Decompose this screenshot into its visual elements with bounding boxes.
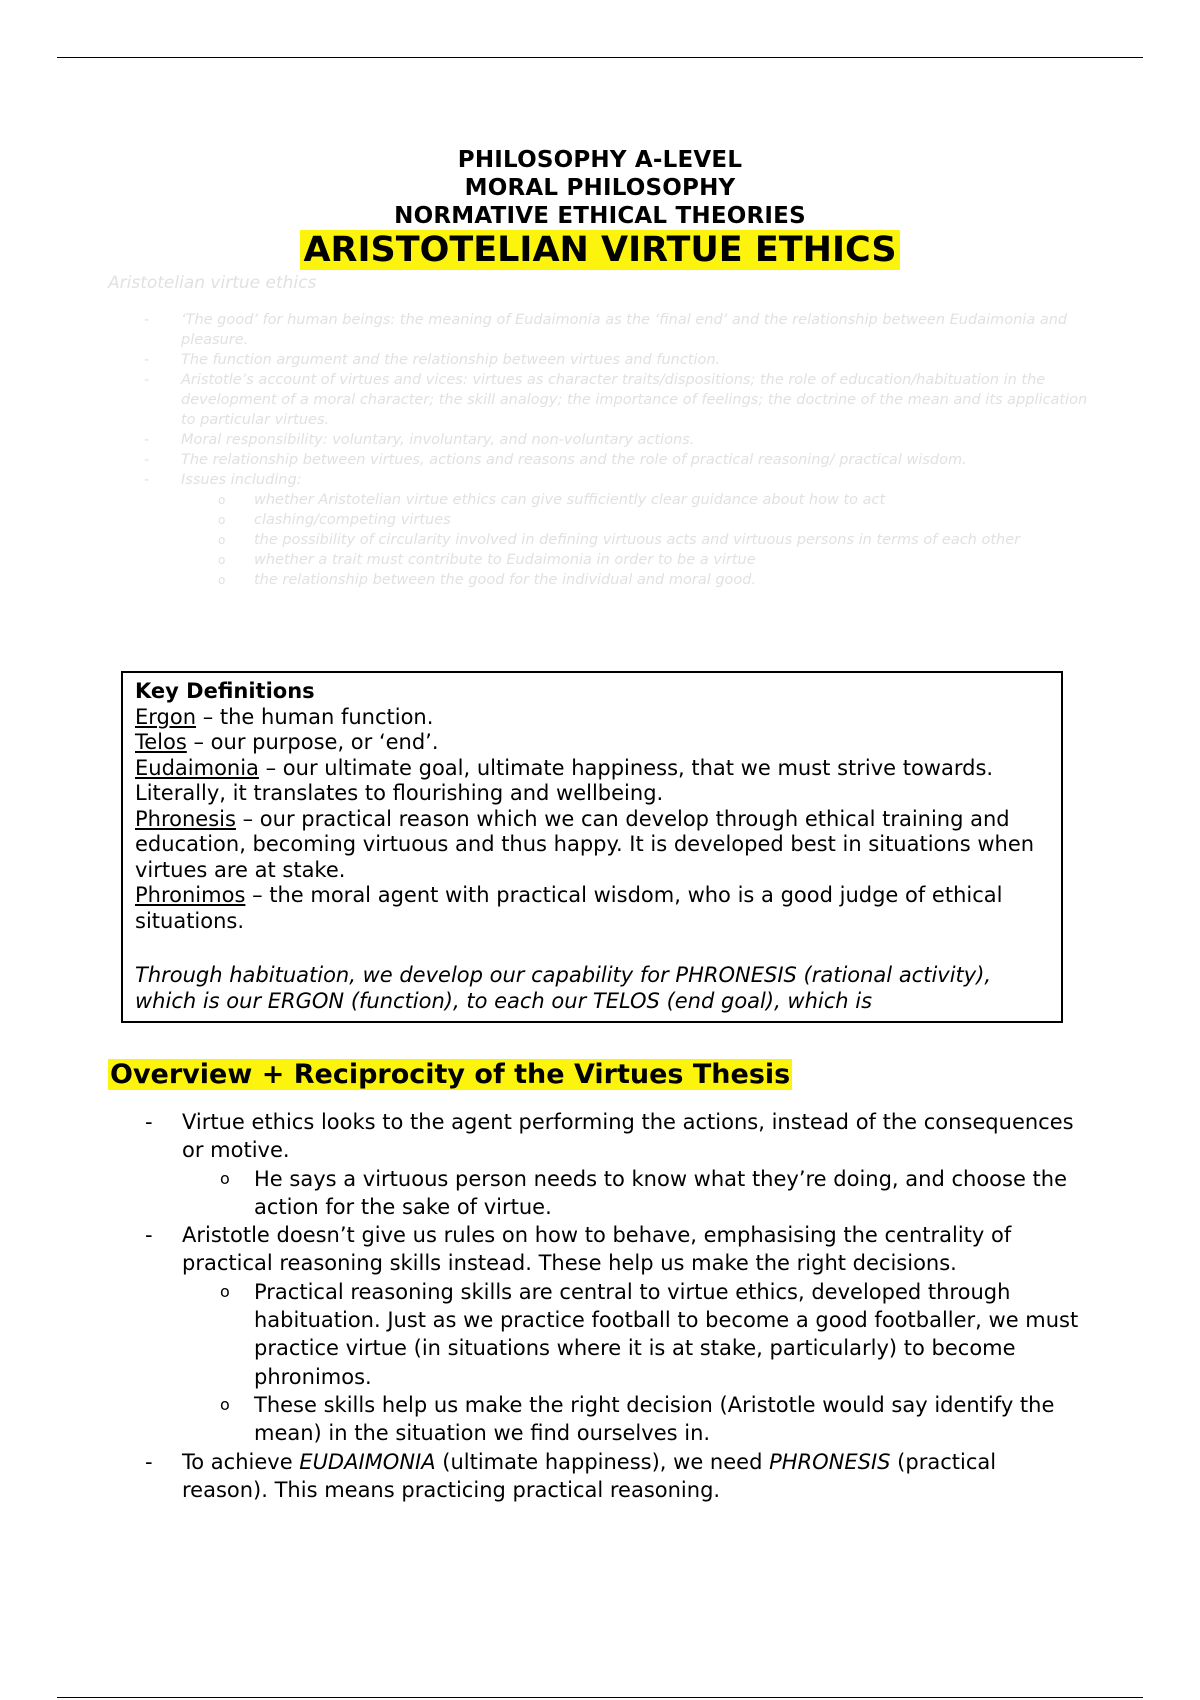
overview-subpoint: o Practical reasoning skills are central to virtue ethics, developed through habituation. Just as we practice football to become a good footballer, we must practice virtue (in situations where it is at stake, particularly) to become phronimos. [220, 1279, 1079, 1389]
spec-item: - Moral responsibility: voluntary, involuntary, and non-voluntary actions. [144, 432, 695, 448]
spec-item: - Issues including: [144, 472, 302, 488]
spec-subitem: o clashing/competing virtues [218, 512, 451, 528]
section-heading: Overview + Reciprocity of the Virtues Thesis [110, 1059, 791, 1090]
definition-phronimos: Phronimos – the moral agent with practical wisdom, who is a good judge of ethical situations. [135, 883, 1003, 933]
overview-list [108, 1108, 1088, 1504]
key-definitions-box [121, 671, 1063, 1023]
definition-ergon: Ergon – the human function. [135, 704, 434, 729]
subtopic-line: NORMATIVE ETHICAL THEORIES [394, 203, 806, 229]
overview-point: - Aristotle doesn’t give us rules on how to behave, emphasising the centrality of practical reasoning skills instead. These help us make the right decisions. [145, 1223, 1012, 1276]
spec-item: - Aristotle’s account of virtues and vices: virtues as character traits/dispositions; the role of education/habituation in the development of a moral character; the skill analogy; the importance of feelings; the doctrine of the mean and its application to particular virtues. [144, 372, 1088, 428]
spec-item: - The relationship between virtues, actions and reasons and the role of practical reasoning/ practical wisdom. [144, 452, 967, 468]
definitions-heading: Key Definitions [135, 679, 315, 703]
topic-line: MORAL PHILOSOPHY [464, 175, 736, 201]
spec-subitem: o the relationship between the good for the individual and moral good. [218, 572, 757, 588]
definition-telos: Telos – our purpose, or ‘end’. [135, 730, 439, 754]
spec-subitem: o whether a trait must contribute to Eudaimonia in order to be a virtue [218, 552, 756, 568]
document-header [0, 146, 1200, 270]
top-rule [57, 57, 1143, 58]
overview-subpoint: o He says a virtuous person needs to know what they’re doing, and choose the action for the sake of virtue. [220, 1166, 1068, 1219]
spec-item: - The function argument and the relationship between virtues and function. [144, 352, 721, 368]
page-title: ARISTOTELIAN VIRTUE ETHICS [300, 230, 899, 270]
definition-eudaimonia: Eudaimonia – our ultimate goal, ultimate happiness, that we must strive towards. Literally, it translates to flourishing and wellbeing. [135, 755, 994, 805]
overview-subpoint: o These skills help us make the right decision (Aristotle would say identify the mean) in the situation we find ourselves in. [220, 1392, 1055, 1446]
subject-line: PHILOSOPHY A-LEVEL [457, 147, 743, 173]
overview-point: - Virtue ethics looks to the agent performing the actions, instead of the consequences or motive. [145, 1110, 1074, 1163]
definition-phronesis: Phronesis – our practical reason which we can develop through ethical training and education, becoming virtuous and thus happy. It is developed best in situations when virtues are at stake. [135, 806, 1035, 882]
spec-title: Aristotelian virtue ethics [108, 273, 317, 293]
spec-subitem: o the possibility of circularity involved in defining virtuous acts and virtuous persons in terms of each other [218, 532, 1021, 548]
specification-list [108, 272, 1088, 590]
overview-point: - To achieve EUDAIMONIA (ultimate happiness), we need PHRONESIS (practical reason). This means practicing practical reasoning. [145, 1449, 997, 1502]
spec-subitem: o whether Aristotelian virtue ethics can give sufficiently clear guidance about how to act [218, 492, 886, 508]
bottom-rule [57, 1697, 1143, 1698]
spec-item: - ‘The good’ for human beings: the meaning of Eudaimonia as the ‘final end’ and the relationship between Eudaimonia and pleasure. [144, 312, 1068, 348]
definitions-summary: Through habituation, we develop our capability for PHRONESIS (rational activity), which is our ERGON (function), to each our TELOS (end goal), which is [135, 963, 992, 1013]
